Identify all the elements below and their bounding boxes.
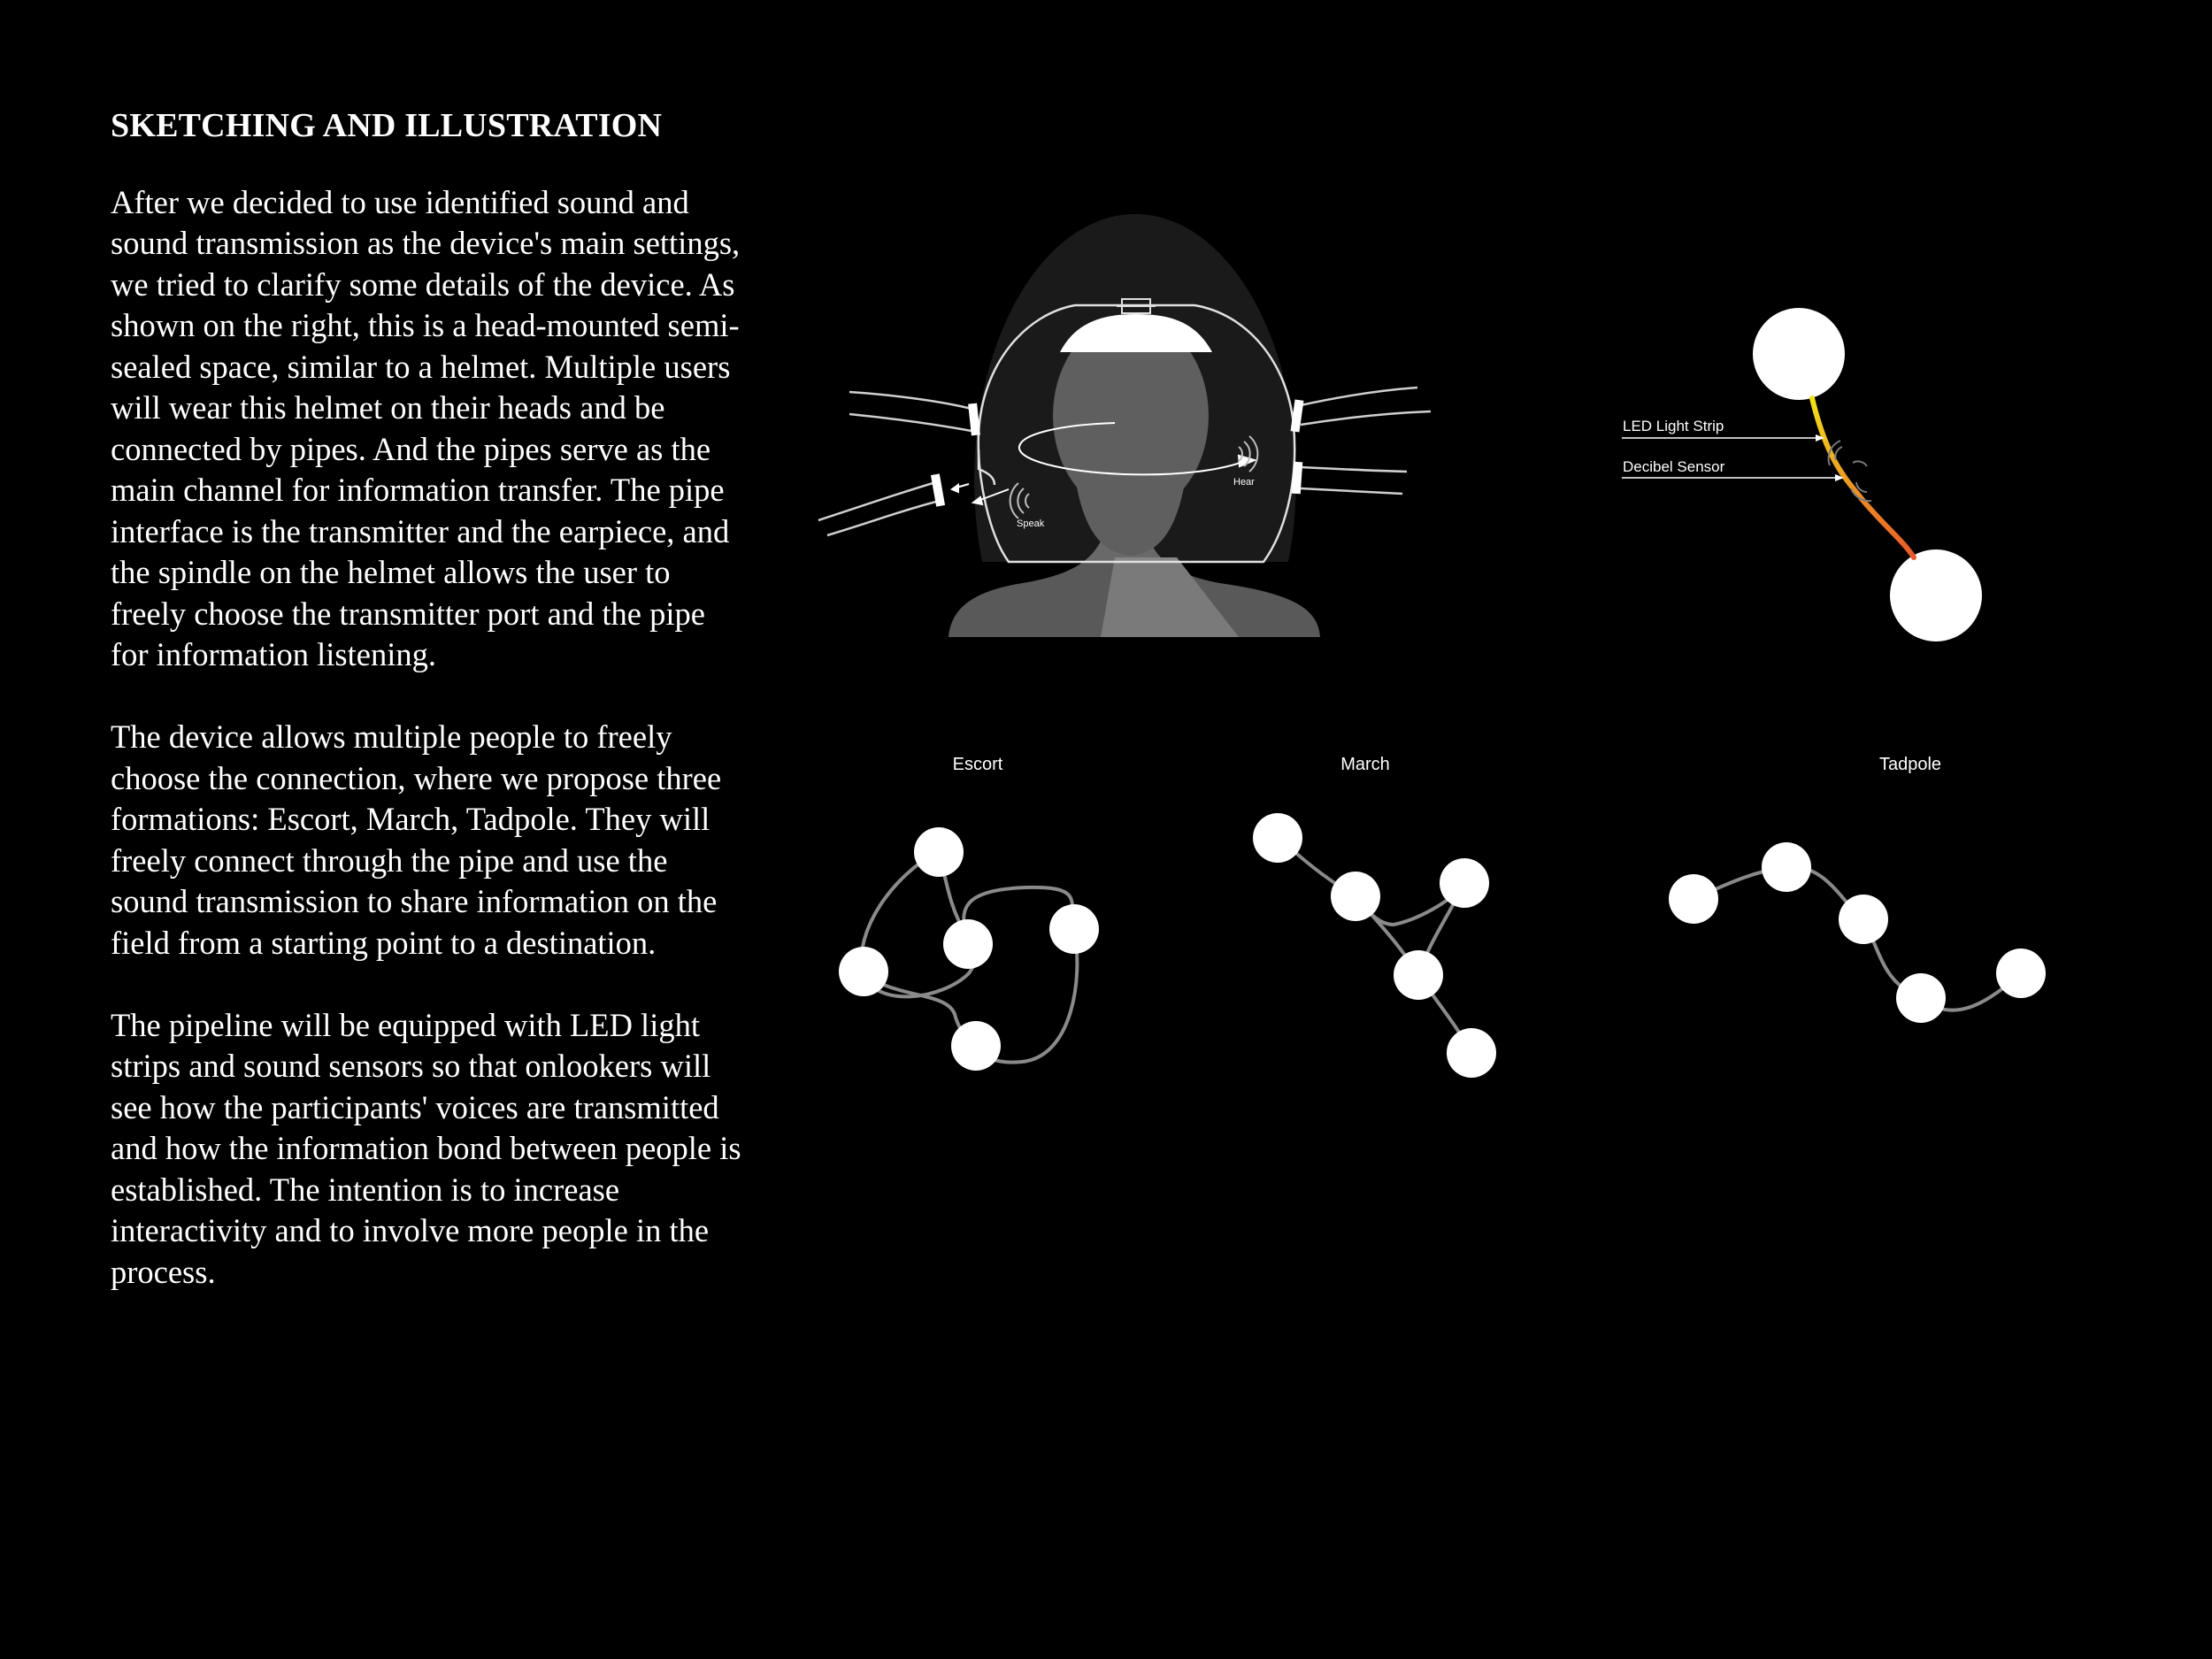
helmet-illustration [818, 214, 1431, 637]
formation-label-march: March [1340, 755, 1390, 774]
decibel-sensor-label: Decibel Sensor [1623, 458, 1725, 475]
connector-illustration [1622, 308, 1982, 641]
march-nodes [1253, 813, 1496, 1078]
march-pipes [1278, 836, 1471, 1053]
pipes-right [1301, 388, 1431, 494]
section-heading: SKETCHING AND ILLUSTRATION [111, 107, 663, 144]
hear-label: Hear [1233, 477, 1255, 488]
paragraph-formations: The device allows multiple people to freely choose the connection, where we propose three formations: Escort, March, Tadpole. They will freely connect through the pipe and use the sound transmission to share information on the field from a starting point to a destination. [111, 718, 722, 961]
speak-label: Speak [1017, 518, 1045, 529]
pipes-left [818, 392, 972, 535]
formation-label-tadpole: Tadpole [1878, 755, 1942, 774]
formation-escort [839, 755, 1099, 1071]
formation-label-escort: Escort [952, 755, 1003, 774]
formation-march [1253, 755, 1496, 1078]
participant-node [1753, 308, 1845, 400]
participant-node [1890, 549, 1982, 641]
led-strip-label: LED Light Strip [1623, 418, 1724, 434]
formation-tadpole [1669, 755, 2046, 1023]
paragraph-intro: After we decided to use identified sound and sound transmission as the device's main settings, we tried to clarify some details of the device. As shown on the right, this is a head-mounted semi-sealed space, similar to a helmet. Multiple users will wear this helmet on their heads and be connected by pipes. And the pipes serve as the main channel for information transfer. The pipe interface is the transmitter and the earpiece, and the spindle on the helmet allows the user to freely choose the transmitter port and the pipe for information listening. [111, 183, 741, 673]
decibel-sensor-waves-icon [1829, 441, 1871, 501]
paragraph-pipeline: The pipeline will be equipped with LED light strips and sound sensors so that onlookers will see how the participants' voices are transmitted and how the information bond between people is established. The intention is to increase interactivity and to involve more people in the process. [111, 1006, 741, 1290]
